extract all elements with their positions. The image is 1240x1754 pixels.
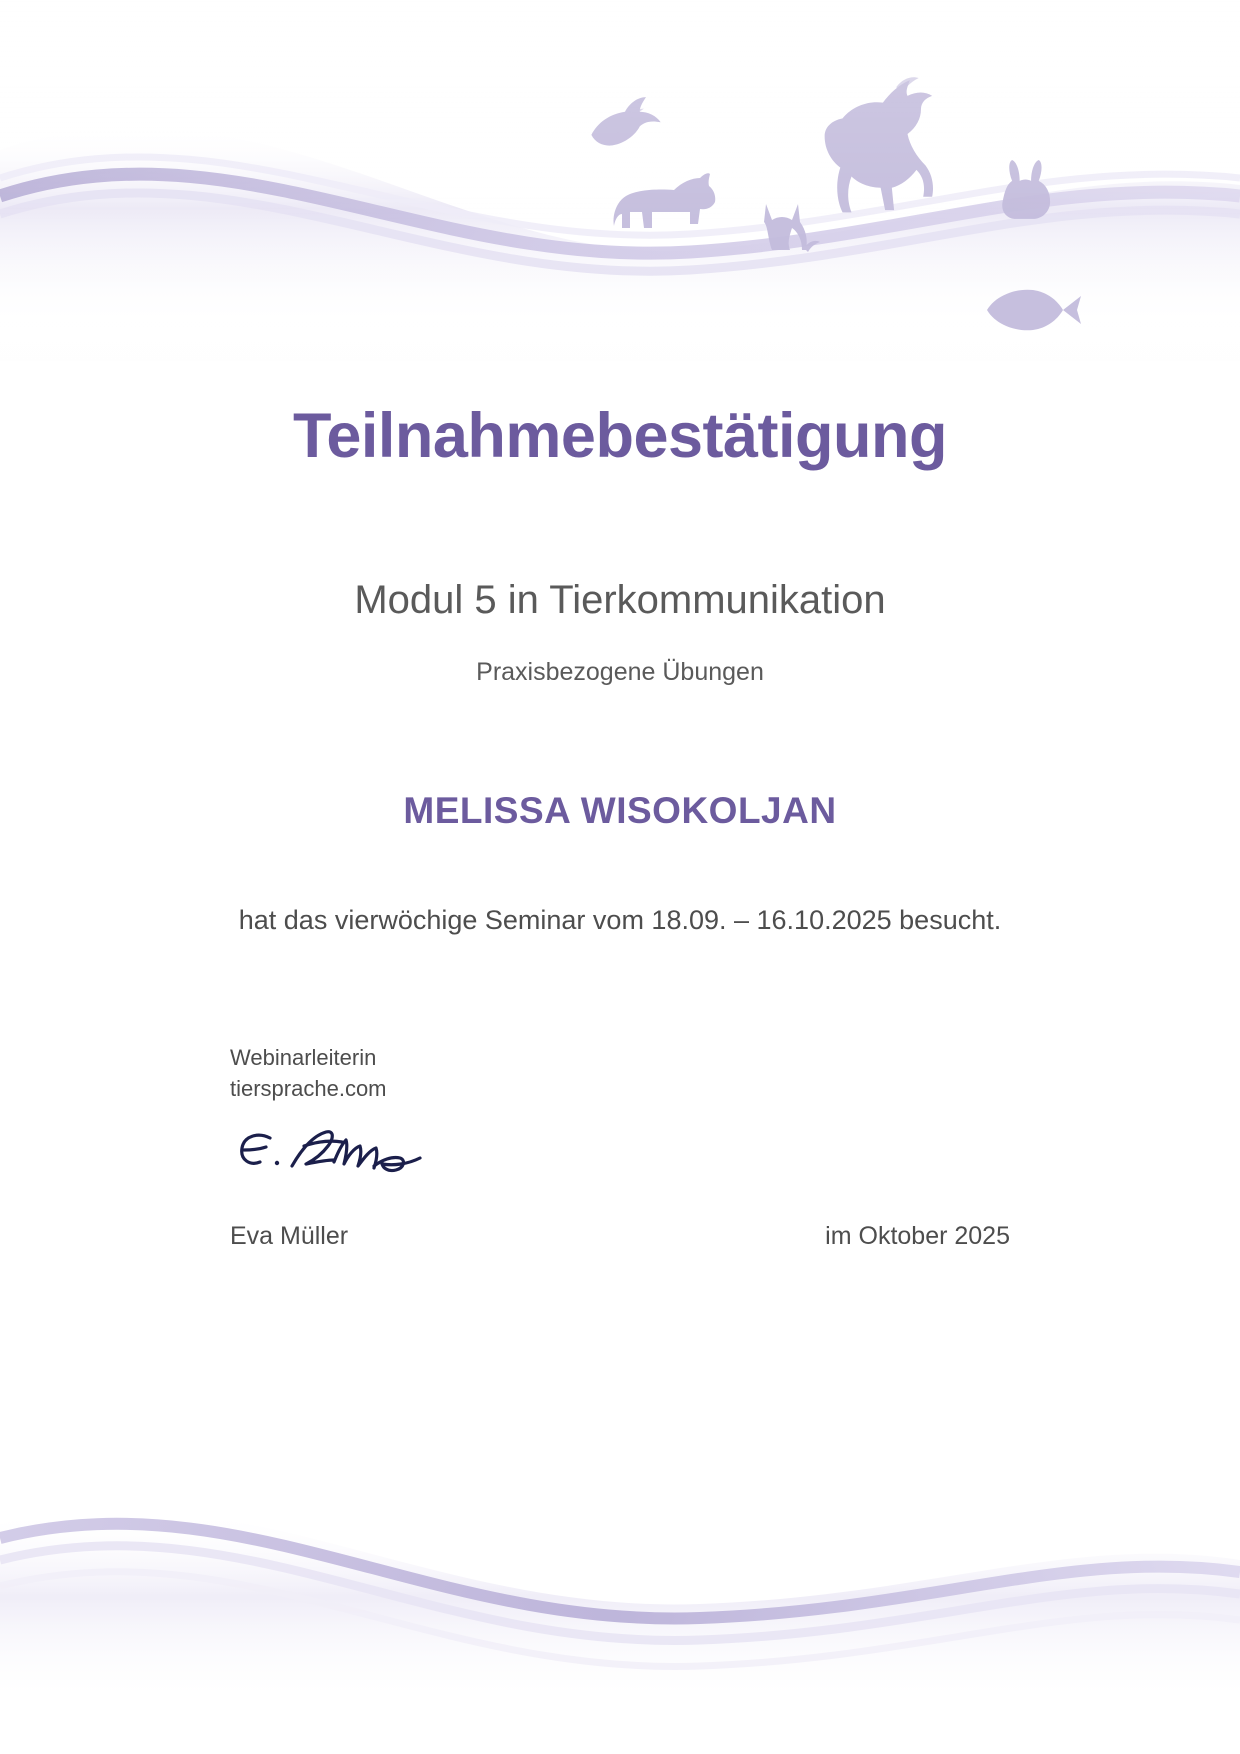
signer-role: Webinarleiterin xyxy=(230,1045,377,1070)
module-subtitle: Praxisbezogene Übungen xyxy=(476,658,764,686)
signer-website: tiersprache.com xyxy=(230,1076,387,1102)
attendance-statement: hat das vierwöchige Seminar vom 18.09. – 16.10.2025 besucht. xyxy=(238,905,1002,935)
issue-date: im Oktober 2025 xyxy=(825,1222,1010,1250)
module-heading: Modul 5 in Tierkommunikation xyxy=(354,578,886,622)
signature-footer-row xyxy=(230,1222,1010,1251)
signer-name: Eva Müller xyxy=(230,1222,349,1250)
page-title: Teilnahmebestätigung xyxy=(293,401,947,471)
footer-decoration xyxy=(0,1464,1240,1754)
signature-block xyxy=(230,1042,930,1188)
header-decoration xyxy=(0,0,1240,400)
recipient-name: MELISSA WISOKOLJAN xyxy=(403,790,837,831)
handwritten-signature-icon xyxy=(230,1126,930,1188)
